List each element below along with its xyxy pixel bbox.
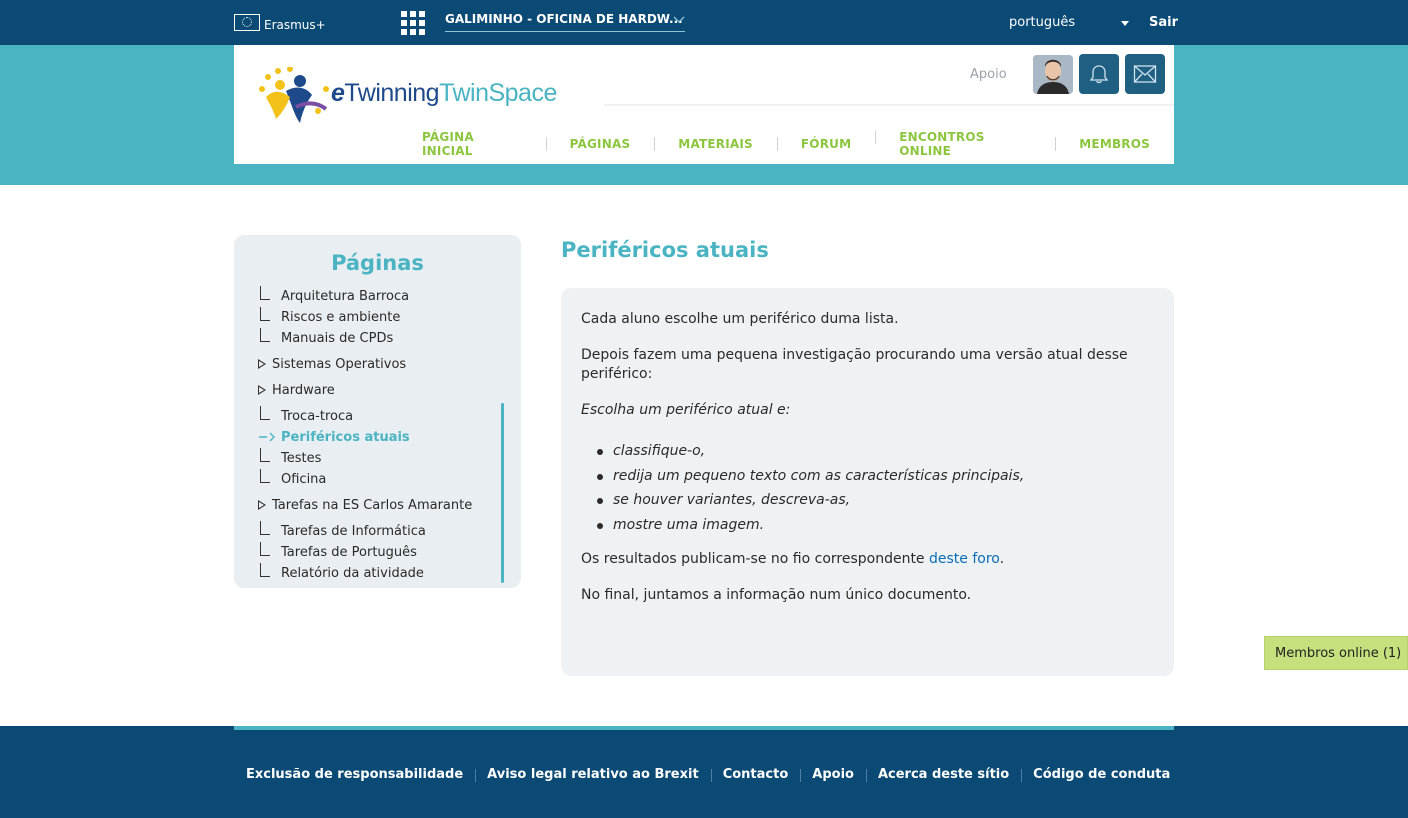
sidebar-item-tarefas-portugues[interactable]: Tarefas de Português xyxy=(281,545,417,560)
sidebar-item-perifericos-atuais[interactable]: Periféricos atuais xyxy=(281,430,410,445)
twinspace-selector[interactable] xyxy=(445,12,685,32)
avatar[interactable] xyxy=(1033,55,1073,94)
erasmus-label: Erasmus+ xyxy=(264,18,326,32)
eu-flag-icon xyxy=(234,14,260,31)
tree-connector xyxy=(260,307,270,321)
footer-link-brexit[interactable]: Aviso legal relativo ao Brexit xyxy=(475,767,711,782)
sidebar-item-oficina[interactable]: Oficina xyxy=(281,472,326,487)
erasmus-logo[interactable] xyxy=(234,13,326,32)
sidebar-item-arquitetura-barroca[interactable]: Arquitetura Barroca xyxy=(281,289,409,304)
language-select[interactable] xyxy=(1009,15,1129,30)
sidebar-item-riscos-ambiente[interactable]: Riscos e ambiente xyxy=(281,310,400,325)
top-bar xyxy=(0,0,1408,45)
footer-link-support[interactable]: Apoio xyxy=(800,767,866,782)
dropdown-caret-icon xyxy=(1121,21,1129,26)
nav-members[interactable]: MEMBROS xyxy=(1055,137,1174,151)
page-content xyxy=(561,288,1174,676)
tree-connector xyxy=(260,406,270,420)
footer-links xyxy=(234,767,1182,782)
nav-forum[interactable]: FÓRUM xyxy=(777,137,875,151)
footer-link-code-of-conduct[interactable]: Código de conduta xyxy=(1021,767,1182,782)
list-item: redija um pequeno texto com as características principais, xyxy=(597,464,1024,489)
footer-link-disclaimer[interactable]: Exclusão de responsabilidade xyxy=(246,767,464,782)
nav-online-meetings[interactable]: ENCONTROS ONLINE xyxy=(875,130,1055,158)
apps-grid-icon[interactable] xyxy=(401,11,425,35)
footer-link-contact[interactable]: Contacto xyxy=(711,767,801,782)
messages-button[interactable] xyxy=(1125,54,1165,94)
sidebar-item-troca-troca[interactable]: Troca-troca xyxy=(281,409,353,424)
envelope-icon xyxy=(1133,64,1157,84)
notifications-button[interactable] xyxy=(1079,54,1119,94)
sidebar-item-testes[interactable]: Testes xyxy=(281,451,321,466)
content-paragraph: Depois fazem uma pequena investigação procurando uma versão atual desse periférico: xyxy=(581,347,1128,382)
site-header xyxy=(234,45,1174,164)
tree-connector xyxy=(260,563,270,577)
footer xyxy=(0,726,1408,818)
tree-connector xyxy=(260,542,270,556)
etwinning-wordmark: eTwinningTwinSpace xyxy=(331,79,557,107)
nav-home[interactable]: PÁGINA INICIAL xyxy=(422,130,474,158)
content-paragraph: Os resultados publicam-se no fio correspondente deste foro. xyxy=(581,551,1005,567)
footer-link-about[interactable]: Acerca deste sítio xyxy=(866,767,1021,782)
support-link[interactable]: Apoio xyxy=(970,67,1007,82)
tree-connector xyxy=(260,469,270,483)
bell-icon xyxy=(1088,63,1110,85)
content-paragraph: Cada aluno escolhe um periférico duma lista. xyxy=(581,311,899,327)
pages-sidebar xyxy=(234,235,521,588)
bullet-list xyxy=(597,439,1024,537)
nav-materials[interactable]: MATERIAIS xyxy=(654,137,777,151)
sidebar-item-hardware[interactable]: Hardware xyxy=(258,383,335,398)
sidebar-item-tarefas-es-carlos-amarante[interactable]: Tarefas na ES Carlos Amarante xyxy=(258,498,472,513)
list-item: classifique-o, xyxy=(597,439,1024,464)
page-title: Periféricos atuais xyxy=(561,238,769,262)
expand-triangle-icon xyxy=(258,359,266,369)
header-divider xyxy=(604,104,1174,106)
sidebar-item-manuais-cpds[interactable]: Manuais de CPDs xyxy=(281,331,393,346)
expand-triangle-icon xyxy=(258,385,266,395)
sidebar-scrollbar[interactable] xyxy=(501,403,504,583)
sidebar-item-sistemas-operativos[interactable]: Sistemas Operativos xyxy=(258,357,406,372)
sidebar-item-relatorio-atividade[interactable]: Relatório da atividade xyxy=(281,566,424,581)
chevron-down-icon xyxy=(673,13,685,25)
main-nav xyxy=(398,130,1174,158)
online-members-button[interactable]: Membros online (1) xyxy=(1264,636,1408,670)
nav-pages[interactable]: PÁGINAS xyxy=(546,137,655,151)
etwinning-logo[interactable] xyxy=(256,67,576,127)
expand-triangle-icon xyxy=(258,500,266,510)
tree-connector xyxy=(260,328,270,342)
list-item: se houver variantes, descreva-as, xyxy=(597,488,1024,513)
forum-link[interactable]: deste foro xyxy=(929,551,1000,567)
tree-connector xyxy=(260,448,270,462)
tree-connector xyxy=(260,521,270,535)
user-avatar-icon xyxy=(1033,55,1073,94)
tree-connector xyxy=(260,286,270,300)
current-page-arrow-icon xyxy=(259,431,277,443)
logout-link[interactable]: Sair xyxy=(1149,15,1179,30)
footer-accent-line xyxy=(234,726,1174,730)
twinspace-name: GALIMINHO - OFICINA DE HARDW... xyxy=(445,12,683,26)
content-paragraph-italic: Escolha um periférico atual e: xyxy=(581,402,791,418)
language-value: português xyxy=(1009,15,1076,30)
list-item: mostre uma imagem. xyxy=(597,513,1024,538)
content-paragraph: No final, juntamos a informação num único documento. xyxy=(581,587,972,603)
sidebar-item-tarefas-informatica[interactable]: Tarefas de Informática xyxy=(281,524,426,539)
sidebar-title: Páginas xyxy=(331,251,424,275)
